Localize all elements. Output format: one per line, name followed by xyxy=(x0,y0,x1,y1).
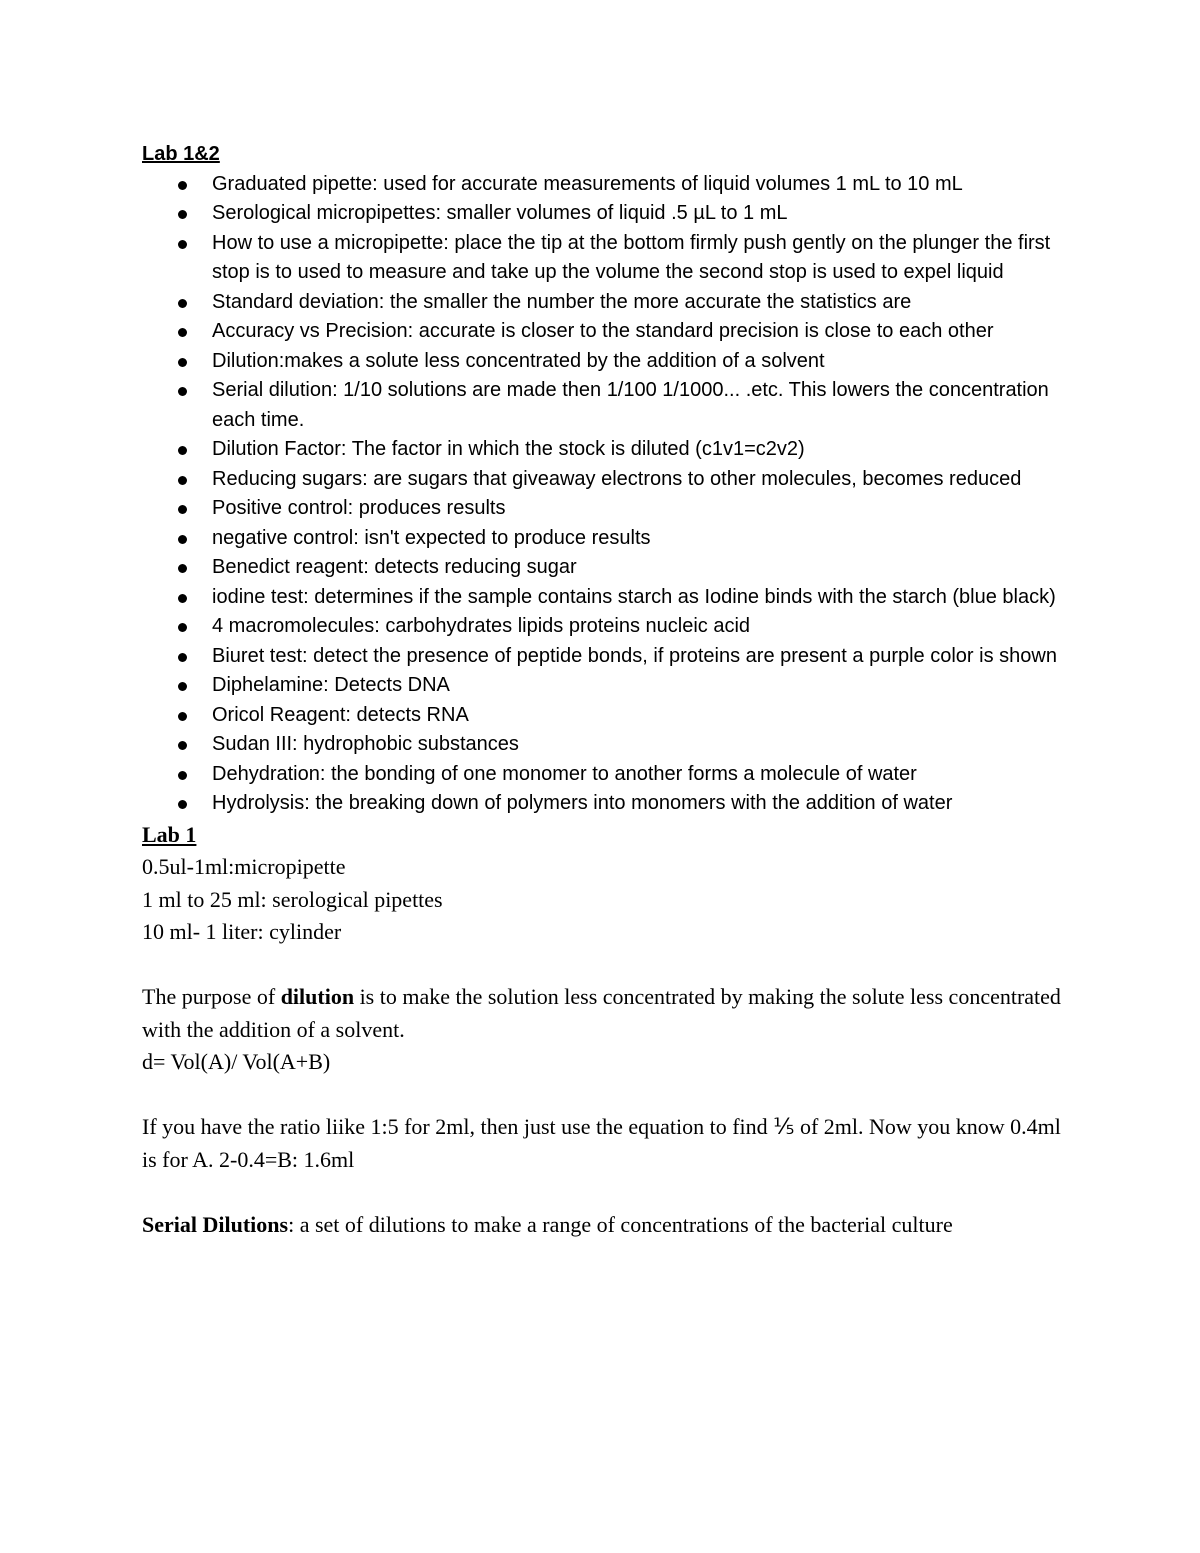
list-item xyxy=(142,642,1072,672)
list-item-text: Hydrolysis: the breaking down of polymers into monomers with the addition of water xyxy=(212,792,953,814)
dilution-term: dilution xyxy=(280,984,355,1009)
blank-line xyxy=(142,949,1072,982)
list-item-text: Sudan III: hydrophobic substances xyxy=(212,733,519,755)
bullet-icon xyxy=(178,328,187,337)
list-item-text: Dilution:makes a solute less concentrated by the addition of a solvent xyxy=(212,349,825,372)
list-item xyxy=(142,730,1072,760)
list-item xyxy=(142,701,1072,731)
bullet-icon xyxy=(178,476,187,485)
list-item xyxy=(142,199,1072,229)
list-item-text: Dilution Factor: The factor in which the stock is diluted (c1v1=c2v2) xyxy=(212,438,805,460)
list-item xyxy=(142,671,1072,701)
ratio-paragraph: If you have the ratio liike 1:5 for 2ml, then just use the equation to find ⅕ of 2ml. Now you know 0.4ml is for A. 2-0.4=B: 1.6ml xyxy=(142,1114,1061,1172)
list-item xyxy=(142,347,1072,377)
bullet-icon xyxy=(178,741,187,750)
serial-dilutions-term: Serial Dilutions xyxy=(142,1211,289,1237)
bullet-icon xyxy=(178,623,187,632)
list-item xyxy=(142,317,1072,347)
list-item xyxy=(142,465,1072,495)
list-item-text: Dehydration: the bonding of one monomer to another forms a molecule of water xyxy=(212,762,917,785)
bullet-icon xyxy=(178,299,187,308)
blank-line xyxy=(142,1079,1072,1112)
section-heading-lab-1-2: Lab 1&2 xyxy=(142,143,220,165)
list-item-text: Benedict reagent: detects reducing sugar xyxy=(212,556,577,578)
list-item-text: Accuracy vs Precision: accurate is closer to the standard precision is close to each other xyxy=(212,320,994,342)
list-item-text: Positive control: produces results xyxy=(212,497,506,519)
list-item-text: Serological micropipettes: smaller volumes of liquid .5 µL to 1 mL xyxy=(212,202,788,224)
serial-dilutions-text: : a set of dilutions to make a range of concentrations of the bacterial culture xyxy=(288,1211,953,1237)
bullet-icon xyxy=(178,535,187,544)
list-item-text: Biuret test: detect the presence of peptide bonds, if proteins are present a purple color is shown xyxy=(212,644,1057,667)
list-item-text: Serial dilution: 1/10 solutions are made then 1/100 1/1000... .etc. This lowers the concentration each time. xyxy=(212,379,1049,431)
list-item-text: 4 macromolecules: carbohydrates lipids proteins nucleic acid xyxy=(212,615,751,637)
bullet-icon xyxy=(178,712,187,721)
section-heading-lab-1: Lab 1 xyxy=(142,821,197,847)
pipette-range-line: 1 ml to 25 ml: serological pipettes xyxy=(142,886,443,912)
list-item xyxy=(142,288,1072,318)
bullet-icon xyxy=(178,564,187,573)
bullet-icon xyxy=(178,653,187,662)
dilution-text-start: The purpose of xyxy=(142,984,281,1009)
dilution-paragraph xyxy=(142,981,1072,1046)
list-item xyxy=(142,760,1072,790)
list-item xyxy=(142,170,1072,200)
serial-dilutions-paragraph xyxy=(142,1209,1072,1242)
list-item xyxy=(142,583,1072,613)
list-item-text: Graduated pipette: used for accurate measurements of liquid volumes 1 mL to 10 mL xyxy=(212,172,963,195)
bullet-icon xyxy=(178,771,187,780)
list-item-text: Oricol Reagent: detects RNA xyxy=(212,703,469,726)
list-item xyxy=(142,229,1072,288)
list-item-text: How to use a micropipette: place the tip at the bottom firmly push gently on the plunger the first stop is to used to measure and take up the volume the second stop is used to expel liquid xyxy=(212,231,1051,283)
bullet-icon xyxy=(178,682,187,691)
document-content xyxy=(142,140,1072,1241)
list-item xyxy=(142,612,1072,642)
dilution-text-end: is to make the solution less concentrated by making the solute less concentrated with the addition of a solvent. xyxy=(142,984,1061,1042)
bullet-icon xyxy=(178,210,187,219)
list-item xyxy=(142,524,1072,554)
dilution-formula: d= Vol(A)/ Vol(A+B) xyxy=(142,1049,331,1074)
bullet-icon xyxy=(178,358,187,367)
pipette-range-line: 10 ml- 1 liter: cylinder xyxy=(142,919,342,944)
list-item xyxy=(142,553,1072,583)
list-item xyxy=(142,376,1072,435)
list-item-text: Standard deviation: the smaller the number the more accurate the statistics are xyxy=(212,290,912,313)
lab-1-notes xyxy=(142,851,1072,1241)
bullet-icon xyxy=(178,240,187,249)
blank-line xyxy=(142,1176,1072,1209)
list-item xyxy=(142,494,1072,524)
list-item xyxy=(142,435,1072,465)
pipette-range-line: 0.5ul-1ml:micropipette xyxy=(142,854,346,879)
bullet-icon xyxy=(178,800,187,809)
list-item-text: iodine test: determines if the sample contains starch as Iodine binds with the starch (blue black) xyxy=(212,585,1056,608)
bullet-icon xyxy=(178,505,187,514)
list-item xyxy=(142,789,1072,819)
bullet-icon xyxy=(178,446,187,455)
list-item-text: Reducing sugars: are sugars that giveaway electrons to other molecules, becomes reduced xyxy=(212,467,1022,490)
list-item-text: Diphelamine: Detects DNA xyxy=(212,674,450,696)
bullet-icon xyxy=(178,594,187,603)
bullet-icon xyxy=(178,387,187,396)
list-item-text: negative control: isn't expected to produce results xyxy=(212,526,651,549)
bullet-icon xyxy=(178,181,187,190)
lab-1-2-bullet-list xyxy=(142,170,1072,819)
